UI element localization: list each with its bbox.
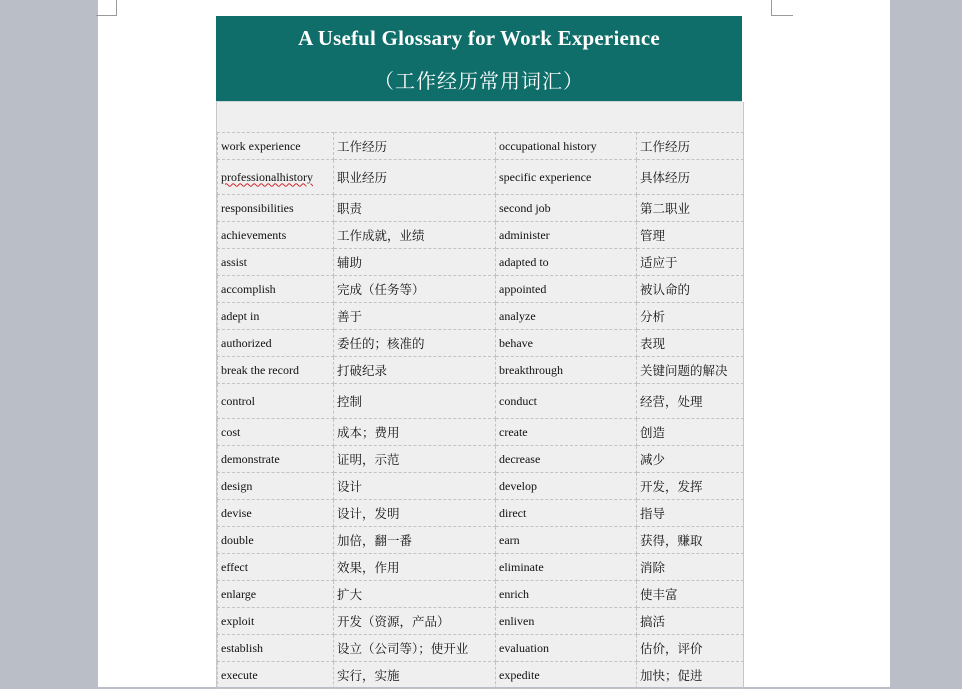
table-row <box>218 581 744 608</box>
chinese-term-text: 开发（资源，产品） <box>337 614 450 629</box>
table-row <box>218 195 744 222</box>
english-term[interactable] <box>218 662 334 689</box>
chinese-term-text: 关键问题的解决 <box>640 363 728 378</box>
chinese-term-text: 打破纪录 <box>337 363 388 378</box>
chinese-term-text: 工作经历 <box>337 139 388 154</box>
english-term[interactable] <box>496 500 637 527</box>
english-term-text: effect <box>221 559 249 574</box>
chinese-term-text: 消除 <box>640 560 666 575</box>
english-term[interactable] <box>218 222 334 249</box>
english-term-text: analyze <box>499 308 536 323</box>
english-term[interactable] <box>496 276 637 303</box>
glossary-table-area <box>216 102 744 687</box>
table-row <box>218 473 744 500</box>
english-term[interactable] <box>218 249 334 276</box>
document-title: A Useful Glossary for Work Experience <box>298 26 660 50</box>
chinese-term-text: 工作经历 <box>640 139 691 154</box>
english-term-text: execute <box>221 667 258 682</box>
chinese-term[interactable] <box>334 330 496 357</box>
chinese-term[interactable] <box>334 500 496 527</box>
english-term-text: enliven <box>499 613 535 628</box>
title-banner <box>216 16 742 102</box>
english-term[interactable] <box>218 473 334 500</box>
chinese-term-text: 经营，处理 <box>640 394 703 409</box>
table-row <box>218 446 744 473</box>
english-term[interactable] <box>218 581 334 608</box>
english-term[interactable] <box>496 581 637 608</box>
chinese-term-text: 加快；促进 <box>640 668 703 683</box>
english-term-text: appointed <box>499 281 547 296</box>
english-term[interactable] <box>218 500 334 527</box>
english-term[interactable] <box>218 357 334 384</box>
english-term-text: conduct <box>499 393 537 408</box>
english-term[interactable] <box>496 635 637 662</box>
english-term[interactable] <box>496 554 637 581</box>
english-term[interactable] <box>218 330 334 357</box>
chinese-term[interactable] <box>334 357 496 384</box>
chinese-term-text: 委任的；核准的 <box>337 336 425 351</box>
spacer-row <box>217 102 743 132</box>
table-row <box>218 330 744 357</box>
table-row <box>218 249 744 276</box>
table-row <box>218 608 744 635</box>
english-term-text: work experience <box>221 138 301 153</box>
chinese-term-text: 具体经历 <box>640 170 691 185</box>
english-term-text: behave <box>499 335 533 350</box>
chinese-term[interactable] <box>334 635 496 662</box>
table-row <box>218 160 744 195</box>
english-term-text: design <box>221 478 253 493</box>
chinese-term[interactable] <box>637 276 744 303</box>
table-row <box>218 222 744 249</box>
table-row <box>218 554 744 581</box>
chinese-term-text: 设计，发明 <box>337 506 400 521</box>
chinese-term[interactable] <box>334 195 496 222</box>
chinese-term-text: 表现 <box>640 336 666 351</box>
chinese-term[interactable] <box>637 303 744 330</box>
chinese-term-text: 善于 <box>337 309 363 324</box>
table-row <box>218 384 744 419</box>
chinese-term-text: 设计 <box>337 479 363 494</box>
table-row <box>218 635 744 662</box>
english-term-text: establish <box>221 640 263 655</box>
english-term[interactable] <box>218 446 334 473</box>
chinese-term-text: 证明，示范 <box>337 452 400 467</box>
english-term[interactable] <box>496 446 637 473</box>
english-term-text: develop <box>499 478 537 493</box>
glossary-table <box>217 132 744 689</box>
english-term[interactable] <box>218 276 334 303</box>
english-term[interactable] <box>496 249 637 276</box>
english-term-text: responsibilities <box>221 200 294 215</box>
chinese-term[interactable] <box>334 303 496 330</box>
english-term-text: exploit <box>221 613 255 628</box>
chinese-term-text: 搞活 <box>640 614 666 629</box>
chinese-term-text: 工作成就，业绩 <box>337 228 425 243</box>
chinese-term-text: 效果，作用 <box>337 560 400 575</box>
english-term-text: devise <box>221 505 252 520</box>
chinese-term-text: 成本；费用 <box>337 425 400 440</box>
english-term-text: authorized <box>221 335 272 350</box>
chinese-term-text: 完成（任务等） <box>337 282 425 297</box>
english-term-text: accomplish <box>221 281 276 296</box>
chinese-term-text: 被认命的 <box>640 282 691 297</box>
chinese-term[interactable] <box>334 473 496 500</box>
english-term-text: occupational history <box>499 138 597 153</box>
english-term[interactable] <box>496 357 637 384</box>
table-row <box>218 419 744 446</box>
english-term[interactable] <box>496 662 637 689</box>
chinese-term[interactable] <box>637 527 744 554</box>
crop-mark-right <box>771 0 793 16</box>
chinese-term-text: 适应于 <box>640 255 678 270</box>
chinese-term[interactable] <box>637 419 744 446</box>
chinese-term[interactable] <box>637 330 744 357</box>
chinese-term[interactable] <box>637 384 744 419</box>
english-term[interactable] <box>218 160 334 195</box>
english-term-text: enrich <box>499 586 529 601</box>
english-term-text: adept in <box>221 308 260 323</box>
english-term-text: double <box>221 532 254 547</box>
chinese-term-text: 加倍，翻一番 <box>337 533 413 548</box>
english-term-text: assist <box>221 254 248 269</box>
english-term[interactable] <box>496 195 637 222</box>
english-term-text: professionalhistory <box>221 169 313 184</box>
chinese-term-text: 估价，评价 <box>640 641 703 656</box>
chinese-term[interactable] <box>637 554 744 581</box>
crop-mark-left <box>96 0 117 16</box>
english-term-text: create <box>499 424 528 439</box>
chinese-term-text: 开发，发挥 <box>640 479 703 494</box>
chinese-term-text: 职业经历 <box>337 170 388 185</box>
english-term-text: evaluation <box>499 640 549 655</box>
english-term-text: achievements <box>221 227 287 242</box>
english-term-text: expedite <box>499 667 540 682</box>
chinese-term-text: 职责 <box>337 201 363 216</box>
table-row <box>218 357 744 384</box>
english-term[interactable] <box>218 384 334 419</box>
english-term[interactable] <box>218 195 334 222</box>
table-row <box>218 133 744 160</box>
chinese-term[interactable] <box>637 249 744 276</box>
chinese-term[interactable] <box>637 222 744 249</box>
english-term-text: earn <box>499 532 520 547</box>
english-term-text: enlarge <box>221 586 257 601</box>
english-term[interactable] <box>496 330 637 357</box>
chinese-term[interactable] <box>334 608 496 635</box>
chinese-term[interactable] <box>334 160 496 195</box>
english-term-text: direct <box>499 505 527 520</box>
english-term-text: administer <box>499 227 550 242</box>
english-term[interactable] <box>496 608 637 635</box>
english-term[interactable] <box>218 527 334 554</box>
chinese-term[interactable] <box>637 133 744 160</box>
chinese-term-text: 实行，实施 <box>337 668 400 683</box>
chinese-term-text: 创造 <box>640 425 666 440</box>
chinese-term-text: 辅助 <box>337 255 363 270</box>
english-term[interactable] <box>218 419 334 446</box>
chinese-term-text: 第二职业 <box>640 201 691 216</box>
english-term[interactable] <box>218 554 334 581</box>
english-term[interactable] <box>496 419 637 446</box>
english-term[interactable] <box>218 635 334 662</box>
chinese-term-text: 指导 <box>640 506 666 521</box>
english-term[interactable] <box>496 133 637 160</box>
chinese-term[interactable] <box>334 276 496 303</box>
chinese-term[interactable] <box>334 527 496 554</box>
english-term[interactable] <box>218 303 334 330</box>
table-row <box>218 500 744 527</box>
english-term-text: cost <box>221 424 241 439</box>
chinese-term-text: 控制 <box>337 394 363 409</box>
chinese-term-text: 使丰富 <box>640 587 678 602</box>
chinese-term[interactable] <box>334 581 496 608</box>
chinese-term[interactable] <box>334 249 496 276</box>
english-term[interactable] <box>218 608 334 635</box>
english-term-text: breakthrough <box>499 362 563 377</box>
english-term-text: decrease <box>499 451 541 466</box>
table-row <box>218 662 744 689</box>
english-term-text: adapted to <box>499 254 549 269</box>
document-subtitle: （工作经历常用词汇） <box>374 69 584 93</box>
chinese-term[interactable] <box>637 662 744 689</box>
chinese-term[interactable] <box>334 133 496 160</box>
english-term[interactable] <box>496 473 637 500</box>
chinese-term[interactable] <box>637 608 744 635</box>
chinese-term[interactable] <box>334 554 496 581</box>
chinese-term[interactable] <box>637 500 744 527</box>
english-term[interactable] <box>496 303 637 330</box>
english-term-text: break the record <box>221 362 299 377</box>
english-term-text: control <box>221 393 255 408</box>
english-term-text: eliminate <box>499 559 544 574</box>
english-term[interactable] <box>496 222 637 249</box>
chinese-term[interactable] <box>334 662 496 689</box>
chinese-term-text: 分析 <box>640 309 666 324</box>
chinese-term[interactable] <box>637 195 744 222</box>
chinese-term[interactable] <box>637 160 744 195</box>
english-term[interactable] <box>496 527 637 554</box>
chinese-term-text: 设立（公司等）；使开业 <box>337 641 469 656</box>
table-row <box>218 527 744 554</box>
chinese-term[interactable] <box>637 446 744 473</box>
chinese-term-text: 获得，赚取 <box>640 533 703 548</box>
english-term-text: second job <box>499 200 551 215</box>
chinese-term-text: 管理 <box>640 228 666 243</box>
table-row <box>218 303 744 330</box>
english-term[interactable] <box>218 133 334 160</box>
chinese-term[interactable] <box>637 635 744 662</box>
chinese-term[interactable] <box>637 473 744 500</box>
english-term-text: demonstrate <box>221 451 280 466</box>
chinese-term[interactable] <box>334 384 496 419</box>
english-term[interactable] <box>496 160 637 195</box>
table-row <box>218 276 744 303</box>
english-term-text: specific experience <box>499 169 592 184</box>
chinese-term[interactable] <box>334 446 496 473</box>
chinese-term[interactable] <box>334 419 496 446</box>
chinese-term-text: 扩大 <box>337 587 363 602</box>
english-term[interactable] <box>496 384 637 419</box>
chinese-term-text: 减少 <box>640 452 666 467</box>
chinese-term[interactable] <box>334 222 496 249</box>
chinese-term[interactable] <box>637 581 744 608</box>
chinese-term[interactable] <box>637 357 744 384</box>
